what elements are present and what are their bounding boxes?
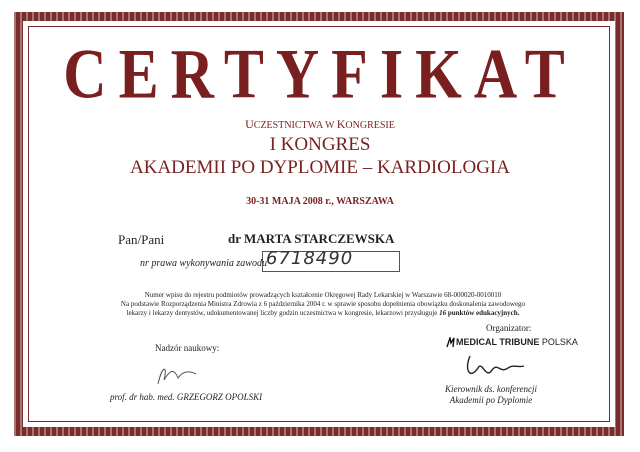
conference-head: Kierownik ds. konferencji Akademii po Dyplomie bbox=[444, 384, 538, 405]
legal-text bbox=[118, 291, 528, 318]
supervisor-label: Nadzór naukowy: bbox=[155, 343, 220, 353]
supervisor-name: prof. dr hab. med. GRZEGORZ OPOLSKI bbox=[110, 392, 263, 402]
license-label: nr prawa wykonywania zawodu bbox=[140, 258, 267, 269]
points-value: 16 bbox=[439, 309, 447, 317]
certificate-subtitle: UCZESTNICTWA W KONGRESIE bbox=[245, 117, 395, 131]
organizer-label: Organizator: bbox=[486, 323, 532, 333]
recipient-name: dr MARTA STARCZEWSKA bbox=[228, 231, 395, 246]
head-signature bbox=[460, 350, 530, 386]
date-place: 30-31 MAJA 2008 r., WARSZAWA bbox=[246, 196, 394, 207]
legal-line-3: lekarzy i lekarzy dentystów, udokumentowanej liczby godzin uczestnictwa w kongresie, lekarzowi przysługuje 16 punktów edukacyjnych. bbox=[126, 309, 520, 317]
legal-line-1: Numer wpisu do rejestru podmiotów prowadzących kształcenie Okręgowej Rady Lekarskiej w Warszawie 68-000020-0010010 bbox=[144, 291, 502, 299]
supervisor-signature bbox=[152, 360, 202, 390]
license-number: 6718490 bbox=[266, 248, 354, 269]
addressee-label: Pan/Pani bbox=[118, 232, 165, 247]
certificate-title: CERTYFIKAT bbox=[63, 35, 577, 113]
organizer-name: MEDICAL TRIBUNE POLSKA bbox=[456, 337, 578, 347]
legal-line-2: Na podstawie Rozporządzenia Ministra Zdrowia z 6 października 2004 r. w sprawie sposobu dopełnienia obowiązku doskonalenia zawodowego bbox=[120, 300, 526, 308]
medical-tribune-logo-icon bbox=[446, 337, 455, 348]
congress-title-line2: AKADEMII PO DYPLOMIE – KARDIOLOGIA bbox=[130, 157, 510, 178]
congress-title-line1: I KONGRES bbox=[269, 134, 371, 155]
